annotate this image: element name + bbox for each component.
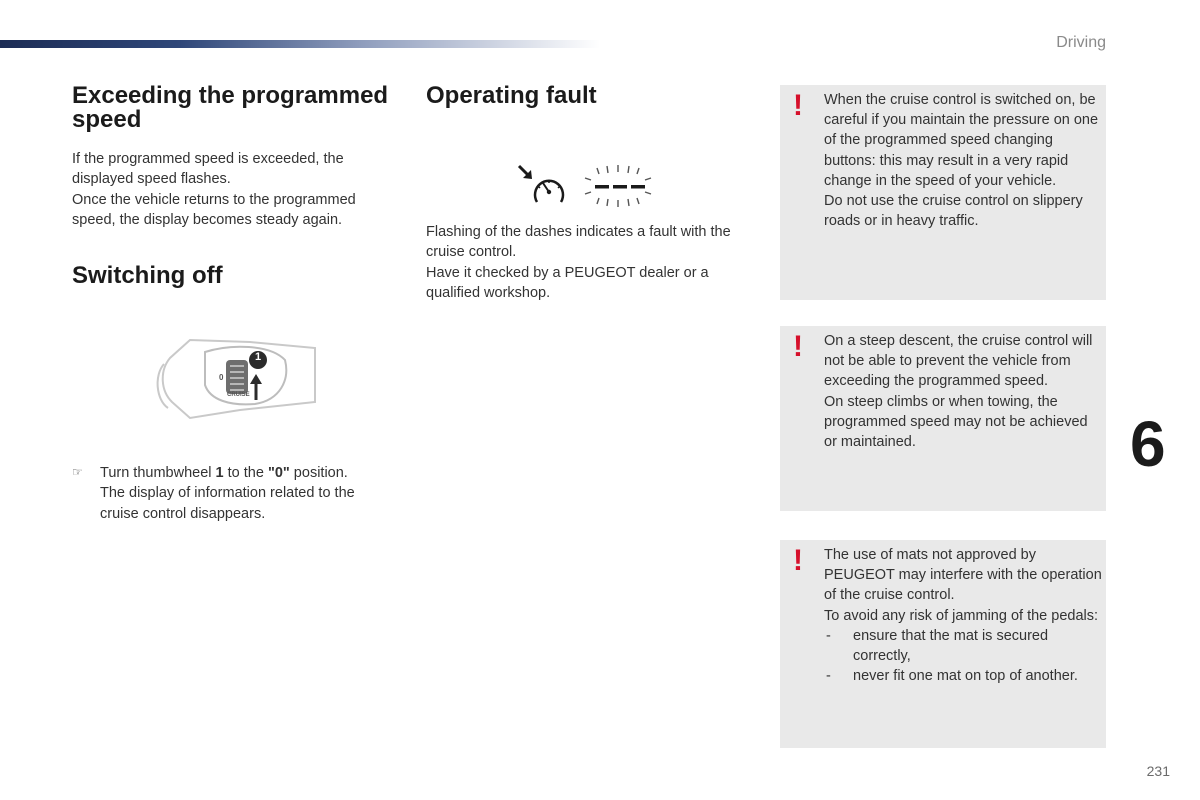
speedometer-flashing-dashes-icon: [505, 160, 665, 210]
callout-number: 1: [254, 351, 262, 363]
instruction-position: "0": [267, 465, 290, 481]
warning-2-line-2: On steep climbs or when towing, the programmed speed may not be achieved or maintained.: [824, 393, 1088, 451]
cruise-label: CRUISE: [227, 392, 250, 398]
operating-fault-text-2: Have it checked by a PEUGEOT dealer or a qualified workshop.: [426, 264, 709, 301]
warning-box-1: [780, 85, 1106, 300]
warning-3-line-2: To avoid any risk of jamming of the pedals:: [824, 607, 1099, 624]
warning-icon: !: [793, 330, 803, 363]
warning-icon: !: [793, 544, 803, 577]
operating-fault-body: [426, 222, 756, 303]
warning-1-line-2: Do not use the cruise control on slippery roads or in heavy traffic.: [824, 193, 1083, 230]
header-gradient-bar: [0, 40, 600, 48]
operating-fault-title: Operating fault: [426, 82, 597, 109]
chapter-number: 6: [1130, 408, 1166, 480]
instruction-number: 1: [215, 465, 224, 481]
warning-box-3: [780, 540, 1106, 748]
exceeding-title: Exceeding the programmed speed: [72, 82, 389, 133]
switching-off-title: Switching off: [72, 262, 223, 289]
warning-text-1: [824, 90, 1104, 231]
exceeding-body: [72, 149, 392, 230]
instruction-line-2: The display of information related to the cruise control disappears.: [100, 485, 355, 522]
section-label: Driving: [1056, 34, 1106, 51]
fault-display-illustration: [505, 160, 665, 210]
list-item: - ensure that the mat is secured correctly,: [824, 626, 1104, 666]
warning-3-list: [824, 626, 1104, 687]
exceeding-text-1: If the programmed speed is exceeded, the displayed speed flashes.: [72, 151, 344, 188]
instruction-pre: Turn thumbwheel: [100, 465, 216, 481]
switching-off-instruction: [100, 463, 390, 524]
instruction-mid: to the: [223, 465, 268, 481]
warning-text-2: [824, 331, 1104, 452]
exceeding-text-2: Once the vehicle returns to the programmed speed, the display becomes steady again.: [72, 191, 356, 228]
warning-3-line-1: The use of mats not approved by PEUGEOT may interfere with the operation of the cruise control.: [824, 547, 1102, 604]
operating-fault-text-1: Flashing of the dashes indicates a fault with the cruise control.: [426, 224, 731, 261]
list-item: - never fit one mat on top of another.: [824, 666, 1104, 686]
warning-1-line-1: When the cruise control is switched on, be careful if you maintain the pressure on one of the programmed speed changing buttons: this may result in a very rapid change in the speed of your vehicle.: [824, 92, 1099, 189]
warning-icon: !: [793, 89, 803, 122]
warning-box-2: [780, 326, 1106, 511]
instruction-post: position.: [289, 465, 348, 481]
stalk-illustration: [150, 330, 320, 425]
wheel-zero-mark: 0: [219, 373, 224, 382]
warning-2-line-1: On a steep descent, the cruise control will not be able to prevent the vehicle from exceeding the programmed speed.: [824, 333, 1093, 390]
pointing-finger-icon: ☞: [72, 465, 83, 479]
warning-text-3: [824, 545, 1104, 686]
cruise-stalk-icon: [150, 330, 320, 425]
page-number: 231: [1146, 763, 1170, 779]
